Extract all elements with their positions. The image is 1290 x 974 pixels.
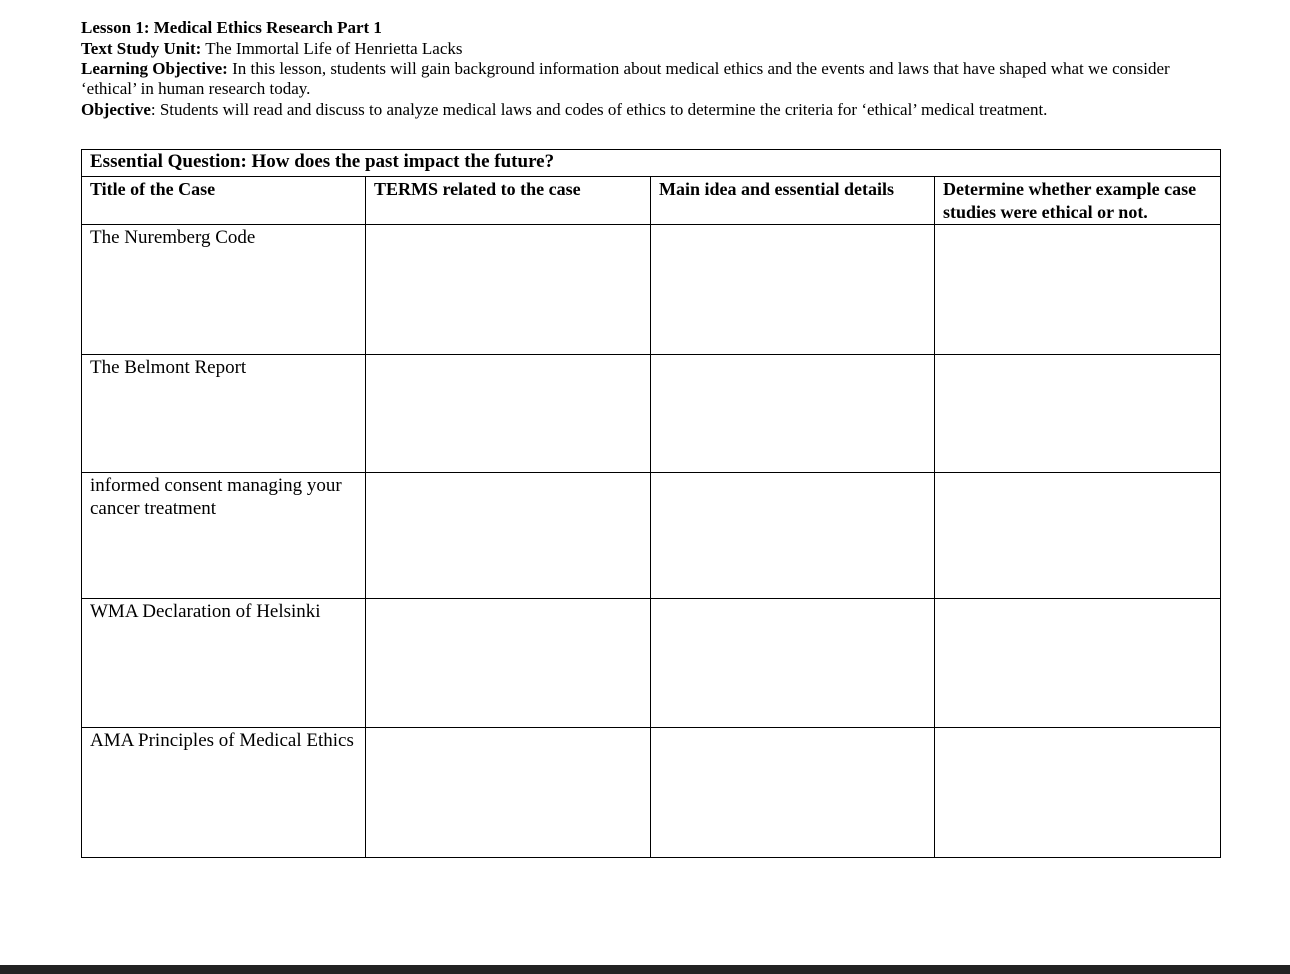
- column-header-terms: TERMS related to the case: [366, 177, 651, 225]
- column-header-title: Title of the Case: [82, 177, 366, 225]
- text-study-unit-value: The Immortal Life of Henrietta Lacks: [201, 39, 463, 58]
- table-row: [82, 599, 1221, 728]
- case-title-cell: The Belmont Report: [82, 355, 366, 473]
- ethical-cell[interactable]: [935, 225, 1221, 355]
- case-title-cell: The Nuremberg Code: [82, 225, 366, 355]
- essential-question: Essential Question: How does the past impact the future?: [82, 150, 1221, 177]
- column-header-ethical: Determine whether example case studies were ethical or not.: [935, 177, 1221, 225]
- main-idea-cell[interactable]: [651, 599, 935, 728]
- column-header-row: [82, 177, 1221, 225]
- ethical-cell[interactable]: [935, 599, 1221, 728]
- objective-value: : Students will read and discuss to analyze medical laws and codes of ethics to determine the criteria for ‘ethical’ medical treatment.: [150, 100, 1048, 119]
- ethical-cell[interactable]: [935, 355, 1221, 473]
- case-title-cell: AMA Principles of Medical Ethics: [82, 728, 366, 858]
- lesson-header: [81, 17, 1221, 120]
- table-row: [82, 355, 1221, 473]
- terms-cell[interactable]: [366, 473, 651, 599]
- main-idea-cell[interactable]: [651, 728, 935, 858]
- essential-question-row: [82, 150, 1221, 177]
- main-idea-cell[interactable]: [651, 473, 935, 599]
- lesson-title-text: Lesson 1: Medical Ethics Research Part 1: [81, 18, 382, 37]
- bottom-scroll-bar[interactable]: [0, 965, 1290, 974]
- ethical-cell[interactable]: [935, 728, 1221, 858]
- terms-cell[interactable]: [366, 728, 651, 858]
- objective-label: Objective: [81, 100, 151, 119]
- table-row: [82, 225, 1221, 355]
- ethical-cell[interactable]: [935, 473, 1221, 599]
- text-study-unit: [81, 38, 1221, 59]
- learning-objective: [81, 59, 1221, 99]
- main-idea-cell[interactable]: [651, 225, 935, 355]
- objective: [81, 99, 1221, 120]
- learning-objective-label: Learning Objective:: [81, 59, 228, 78]
- worksheet-table: [81, 149, 1221, 858]
- main-idea-cell[interactable]: [651, 355, 935, 473]
- case-title-cell: WMA Declaration of Helsinki: [82, 599, 366, 728]
- text-study-unit-label: Text Study Unit:: [81, 39, 202, 58]
- terms-cell[interactable]: [366, 355, 651, 473]
- table-row: [82, 728, 1221, 858]
- table-row: [82, 473, 1221, 599]
- learning-objective-value: In this lesson, students will gain background information about medical ethics and the events and laws that have shaped what we consider ‘ethical’ in human research today.: [81, 59, 1170, 98]
- lesson-title: [81, 17, 1221, 38]
- case-title-cell: informed consent managing your cancer treatment: [82, 473, 366, 599]
- terms-cell[interactable]: [366, 599, 651, 728]
- terms-cell[interactable]: [366, 225, 651, 355]
- column-header-main-idea: Main idea and essential details: [651, 177, 935, 225]
